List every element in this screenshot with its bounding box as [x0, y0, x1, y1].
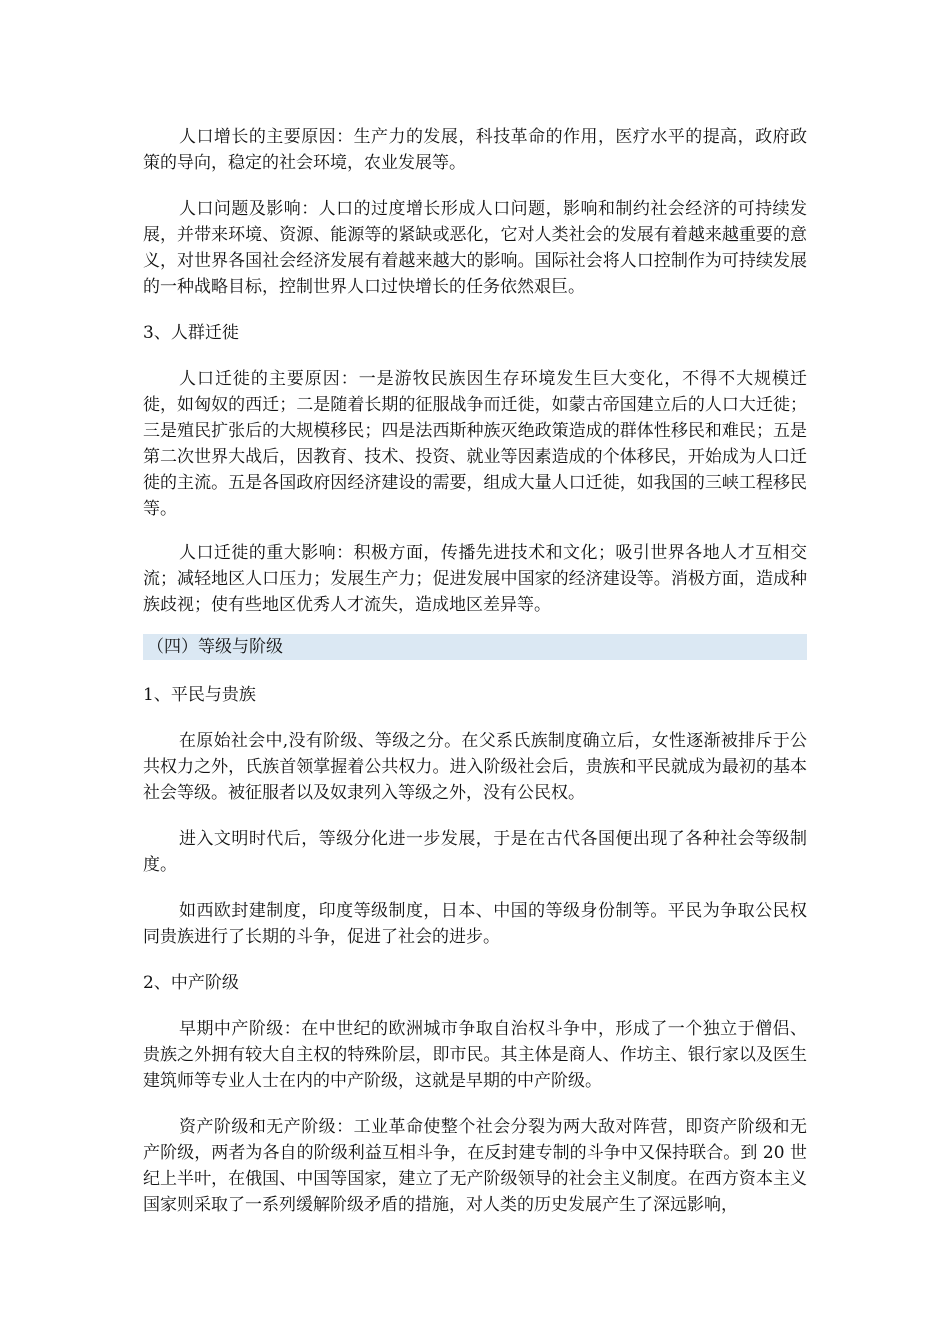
section-title-rank-and-class: （四）等级与阶级	[143, 634, 807, 660]
paragraph-migration-impact: 人口迁徙的重大影响：积极方面，传播先进技术和文化；吸引世界各地人才互相交流；减轻地区人口压力；发展生产力；促进发展中国家的经济建设等。消极方面，造成种族歧视；使有些地区优秀人才流失，造成地区差异等。	[143, 543, 807, 615]
paragraph-civilization-era: 进入文明时代后，等级分化进一步发展，于是在古代各国便出现了各种社会等级制度。	[143, 829, 807, 875]
heading-middle-class: 2、中产阶级	[143, 973, 239, 993]
paragraph-rank-systems: 如西欧封建制度，印度等级制度，日本、中国的等级身份制等。平民为争取公民权同贵族进行了长期的斗争，促进了社会的进步。	[143, 901, 807, 947]
paragraph-population-growth-causes: 人口增长的主要原因：生产力的发展，科技革命的作用，医疗水平的提高，政府政策的导向，稳定的社会环境，农业发展等。	[143, 127, 807, 173]
paragraph-primitive-society: 在原始社会中,没有阶级、等级之分。在父系氏族制度确立后，女性逐渐被排斥于公共权力之外，氏族首领掌握着公共权力。进入阶级社会后，贵族和平民就成为最初的基本社会等级。被征服者以及奴隶列入等级之外，没有公民权。	[143, 731, 807, 803]
paragraph-early-middle-class: 早期中产阶级：在中世纪的欧洲城市争取自治权斗争中，形成了一个独立于僧侣、贵族之外拥有较大自主权的特殊阶层，即市民。其主体是商人、作坊主、银行家以及医生建筑师等专业人士在内的中产阶级，这就是早期的中产阶级。	[143, 1019, 807, 1091]
heading-commoners-nobles: 1、平民与贵族	[143, 685, 256, 705]
paragraph-population-problems: 人口问题及影响：人口的过度增长形成人口问题，影响和制约社会经济的可持续发展，并带来环境、资源、能源等的紧缺或恶化，它对人类社会的发展有着越来越重要的意义，对世界各国社会经济发展有着越来越大的影响。国际社会将人口控制作为可持续发展的一种战略目标，控制世界人口过快增长的任务依然艰巨。	[143, 199, 807, 297]
paragraph-bourgeoisie-proletariat: 资产阶级和无产阶级：工业革命使整个社会分裂为两大敌对阵营，即资产阶级和无产阶级，两者为各自的阶级利益互相斗争，在反封建专制的斗争中又保持联合。到 20 世纪上半叶，在俄国、中国等国家，建立了无产阶级领导的社会主义制度。在西方资本主义国家则采取了一系列缓解阶级矛盾的措施，对人类的历史发展产生了深远影响，	[143, 1117, 807, 1215]
paragraph-migration-causes: 人口迁徙的主要原因：一是游牧民族因生存环境发生巨大变化，不得不大规模迁徙，如匈奴的西迁；二是随着长期的征服战争而迁徙，如蒙古帝国建立后的人口大迁徙；三是殖民扩张后的大规模移民；四是法西斯种族灭绝政策造成的群体性移民和难民；五是第二次世界大战后，因教育、技术、投资、就业等因素造成的个体移民，开始成为人口迁徙的主流。五是各国政府因经济建设的需要，组成大量人口迁徙，如我国的三峡工程移民等。	[143, 369, 807, 519]
heading-migration: 3、人群迁徙	[143, 323, 239, 343]
